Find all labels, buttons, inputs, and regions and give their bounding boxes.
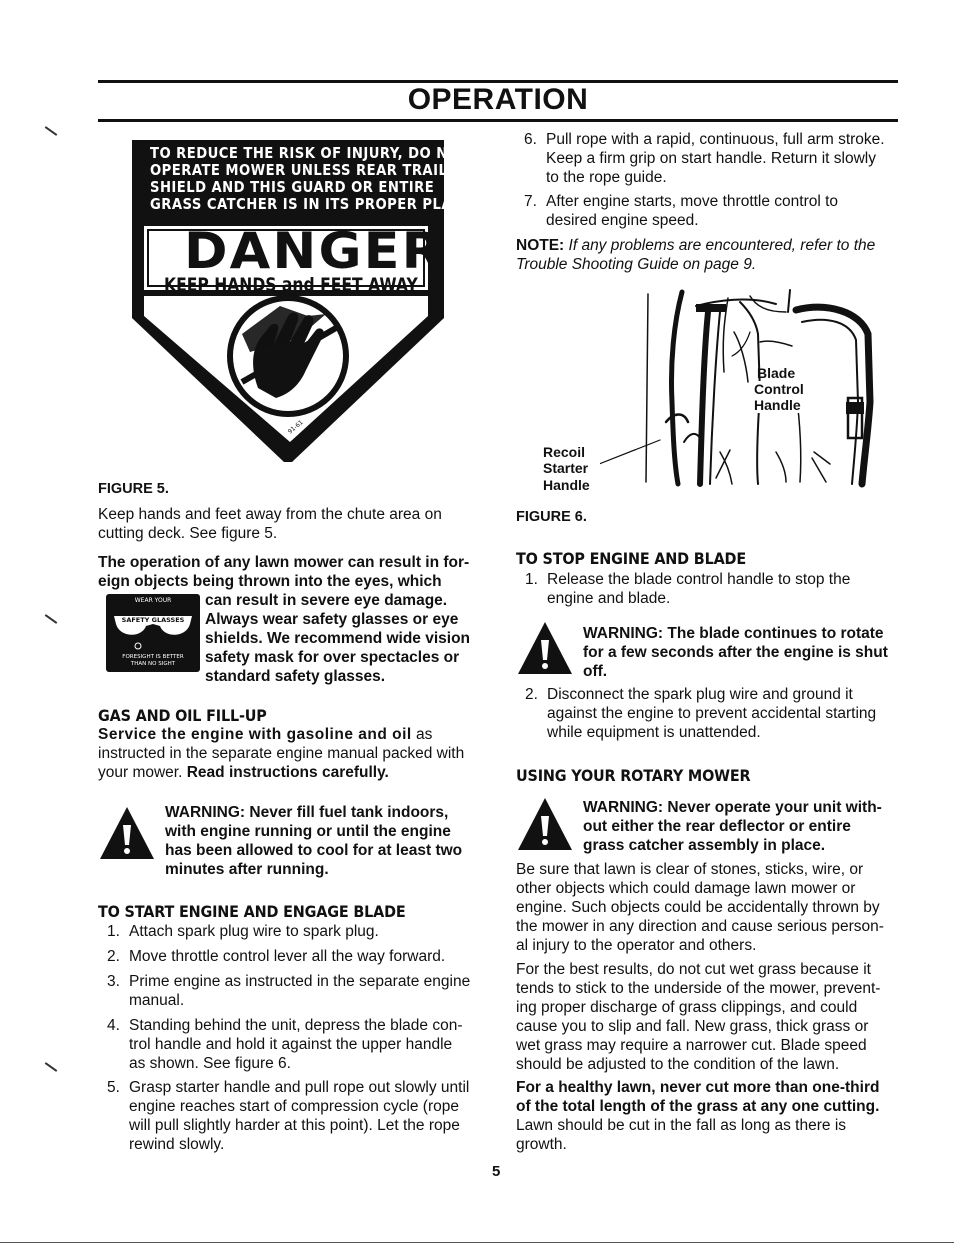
- step-text: Pull rope with a rapid, continuous, full arm stroke.: [546, 131, 885, 148]
- danger-subtitle: KEEP HANDS and FEET AWAY: [164, 274, 418, 296]
- start-heading: TO START ENGINE AND ENGAGE BLADE: [98, 902, 406, 921]
- eye-warning-line: can result in severe eye damage.: [205, 592, 448, 609]
- warning-icon: [516, 796, 574, 852]
- warning-line: with engine running or until the engine: [165, 823, 451, 840]
- list-item: [107, 947, 487, 966]
- gas-line-bold: Service the engine with gasoline and oil: [98, 726, 412, 743]
- safety-glasses-badge: [106, 594, 200, 672]
- list-item: [107, 1016, 487, 1073]
- note-line: [516, 236, 875, 255]
- eye-warning-line: standard safety glasses.: [205, 668, 386, 685]
- step-text: manual.: [129, 992, 185, 1009]
- step-text: while equipment is unattended.: [547, 724, 761, 741]
- step-text: Disconnect the spark plug wire and ground it: [547, 686, 853, 703]
- step-text: against the engine to prevent accidental starting: [547, 705, 877, 722]
- step-number: 4.: [107, 1017, 120, 1034]
- paragraph-line: tends to stick to the underside of the mower, prevent-: [516, 980, 881, 997]
- eye-warning-line: eign objects being thrown into the eyes, which: [98, 573, 442, 590]
- blade-control-label: Control: [754, 381, 804, 397]
- eye-warning-line: shields. We recommend wide vision: [205, 630, 471, 647]
- step-number: 2.: [525, 686, 538, 703]
- recoil-starter-label: Starter: [543, 460, 589, 476]
- warning-icon: [516, 620, 574, 676]
- margin-mark: [45, 614, 58, 624]
- note-line: Trouble Shooting Guide on page 9.: [516, 256, 757, 273]
- header-bottom-rule: [98, 119, 898, 122]
- bottom-edge-line: [0, 1242, 954, 1243]
- list-item: [525, 685, 905, 742]
- list-item: [525, 570, 905, 608]
- gas-line-tail: as: [411, 726, 433, 743]
- paragraph-line: growth.: [516, 1136, 567, 1153]
- step-number: 2.: [107, 948, 120, 965]
- margin-mark: [45, 126, 58, 136]
- step-text: Grasp starter handle and pull rope out slowly until: [129, 1079, 470, 1096]
- blade-control-label: Blade: [757, 365, 796, 381]
- warning-line: grass catcher assembly in place.: [583, 837, 826, 854]
- step-text: Release the blade control handle to stop the: [547, 571, 851, 588]
- stop-heading: TO STOP ENGINE AND BLADE: [516, 549, 746, 568]
- step-text: engine and blade.: [547, 590, 671, 607]
- step-text: Prime engine as instructed in the separate engine: [129, 973, 471, 990]
- svg-text:91-61: 91-61: [286, 418, 305, 436]
- step-text: trol handle and hold it against the upper handle: [129, 1036, 453, 1053]
- step-text: Keep a firm grip on start handle. Return it slowly: [546, 150, 876, 167]
- warning-line: for a few seconds after the engine is shut: [583, 644, 888, 661]
- badge-mid-text: SAFETY GLASSES: [121, 616, 185, 624]
- paragraph-line: the mower in any direction and cause serious person-: [516, 918, 884, 935]
- danger-word: DANGER: [184, 222, 445, 280]
- step-number: 3.: [107, 973, 120, 990]
- warning-line: WARNING: Never fill fuel tank indoors,: [165, 804, 449, 821]
- chute-paragraph: Keep hands and feet away from the chute area on cutting deck. See figure 5.: [98, 506, 442, 542]
- badge-bottom-text: FORESIGHT IS BETTER: [122, 654, 184, 660]
- list-item: [524, 192, 904, 230]
- eye-warning-line: safety mask for over spectacles or: [205, 649, 460, 666]
- paragraph-line-bold: For a healthy lawn, never cut more than one-third: [516, 1079, 880, 1096]
- warning-line: out either the rear deflector or entire: [583, 818, 851, 835]
- warning-line: minutes after running.: [165, 861, 329, 878]
- step-number: 6.: [524, 131, 537, 148]
- note-text: If any problems are encountered, refer to the: [564, 237, 876, 254]
- step-text: will pull slightly harder at this point). Let the rope: [129, 1117, 460, 1134]
- step-number: 5.: [107, 1079, 120, 1096]
- step-number: 7.: [524, 193, 537, 210]
- gas-line: instructed in the separate engine manual packed with: [98, 745, 465, 762]
- recoil-starter-label: Handle: [543, 477, 590, 493]
- paragraph-line: ing proper discharge of grass clippings, and could: [516, 999, 858, 1016]
- paragraph-line: cause you to slip and fall. New grass, thick grass or: [516, 1018, 869, 1035]
- step-text: to the rope guide.: [546, 169, 667, 186]
- gas-line-text: your mower.: [98, 764, 187, 781]
- step-text: desired engine speed.: [546, 212, 699, 229]
- paragraph-line: al injury to the operator and others.: [516, 937, 757, 954]
- list-item: [107, 922, 487, 941]
- paragraph-line: should be adjusted to the condition of the lawn.: [516, 1056, 840, 1073]
- gas-line: [98, 763, 389, 782]
- paragraph-line: engine. Such objects could be accidentally thrown by: [516, 899, 880, 916]
- step-text: rewind slowly.: [129, 1136, 225, 1153]
- step-text: engine reaches start of compression cycle (rope: [129, 1098, 459, 1115]
- figure-5-label: FIGURE 5.: [98, 481, 169, 497]
- paragraph-line: wet grass may require a narrower cut. Blade speed: [516, 1037, 867, 1054]
- margin-mark: [45, 1062, 58, 1072]
- blade-control-label: Handle: [754, 397, 801, 413]
- gas-heading: GAS AND OIL FILL-UP: [98, 706, 267, 725]
- eye-warning-line: The operation of any lawn mower can result in for-: [98, 554, 470, 571]
- paragraph-line: other objects which could damage lawn mower or: [516, 880, 856, 897]
- badge-top-text: WEAR YOUR: [134, 597, 172, 604]
- note-label: NOTE:: [516, 237, 565, 254]
- eye-warning-line: Always wear safety glasses or eye: [205, 611, 459, 628]
- paragraph-line: Be sure that lawn is clear of stones, sticks, wire, or: [516, 861, 864, 878]
- step-number: 1.: [107, 923, 120, 940]
- paragraph-line-bold: of the total length of the grass at any one cutting.: [516, 1098, 880, 1115]
- recoil-starter-label: Recoil: [543, 444, 586, 460]
- step-text: Attach spark plug wire to spark plug.: [129, 923, 379, 940]
- warning-icon: [98, 805, 156, 861]
- danger-top-line: TO REDUCE THE RISK OF INJURY, DO NOT: [150, 144, 469, 162]
- paragraph-line: For the best results, do not cut wet grass because it: [516, 961, 871, 978]
- warning-line: off.: [583, 663, 608, 680]
- badge-bottom-text: THAN NO SIGHT: [130, 661, 176, 667]
- danger-top-line: SHIELD AND THIS GUARD OR ENTIRE: [150, 178, 435, 196]
- figure-6-label: FIGURE 6.: [516, 509, 587, 525]
- figure-6-illustration: [600, 282, 884, 490]
- paragraph-line: Lawn should be cut in the fall as long as there is: [516, 1117, 847, 1134]
- list-item: [524, 130, 904, 187]
- page-number: 5: [492, 1163, 501, 1180]
- step-text: Standing behind the unit, depress the blade con-: [129, 1017, 463, 1034]
- list-item: [107, 972, 487, 1010]
- rotary-heading: USING YOUR ROTARY MOWER: [516, 766, 751, 785]
- danger-sign: [130, 138, 478, 464]
- warning-line: has been allowed to cool for at least two: [165, 842, 463, 859]
- step-text: as shown. See figure 6.: [129, 1055, 291, 1072]
- step-text: Move throttle control lever all the way forward.: [129, 948, 446, 965]
- gas-line-bold: Read instructions carefully.: [186, 764, 389, 781]
- step-text: After engine starts, move throttle control to: [546, 193, 839, 210]
- warning-line: WARNING: The blade continues to rotate: [583, 625, 884, 642]
- danger-top-line: GRASS CATCHER IS IN ITS PROPER PLACE.: [150, 195, 478, 213]
- danger-top-line: OPERATE MOWER UNLESS REAR TRAILING: [150, 161, 476, 179]
- page-title: OPERATION: [407, 83, 589, 116]
- warning-line: WARNING: Never operate your unit with-: [583, 799, 882, 816]
- list-item: [107, 1078, 487, 1154]
- gas-line: [98, 725, 432, 744]
- step-number: 1.: [525, 571, 538, 588]
